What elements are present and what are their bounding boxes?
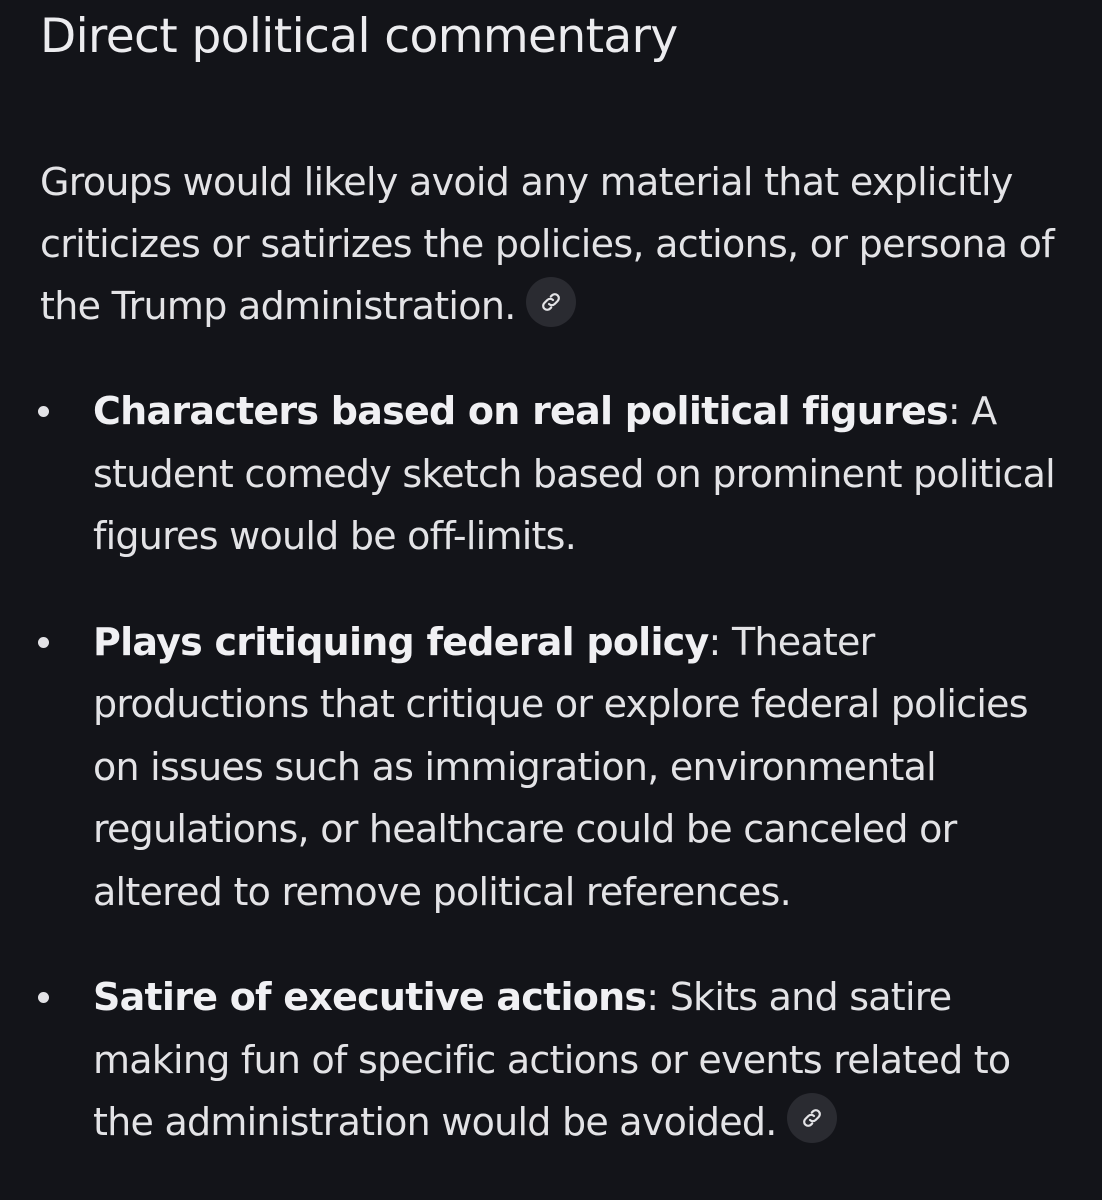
bullet-separator: :	[947, 389, 972, 433]
list-item	[0, 966, 1102, 1154]
bullet-term: Satire of executive actions	[93, 975, 647, 1019]
bullet-text: A student comedy sketch based on prominent political figures would be off-limits.	[93, 389, 1055, 558]
link-icon	[539, 290, 563, 314]
source-link-button[interactable]	[787, 1093, 837, 1143]
bullet-text: Skits and satire making fun of specific actions or events related to the administration would be avoided.	[93, 975, 1011, 1144]
bullet-separator: :	[708, 619, 732, 664]
link-icon	[800, 1106, 824, 1130]
bullet-dot	[38, 637, 49, 648]
intro-paragraph	[40, 151, 1070, 337]
bullet-text: Theater productions that critique or explore federal policies on issues such as immigration, environmental regulations, or healthcare could be canceled or altered to remove political references.	[93, 619, 1028, 914]
list-item	[0, 611, 1102, 924]
bullet-dot	[38, 406, 49, 417]
bullet-dot	[38, 992, 49, 1003]
list-item	[0, 380, 1102, 568]
bullet-term: Plays critiquing federal policy	[93, 619, 709, 664]
bullet-separator: :	[646, 975, 670, 1019]
source-link-button[interactable]	[526, 277, 576, 327]
bullet-term: Characters based on real political figures	[93, 389, 948, 433]
section-title: Direct political commentary	[40, 9, 678, 64]
bullet-list	[0, 380, 1102, 1197]
intro-text: Groups would likely avoid any material that explicitly criticizes or satirizes the policies, actions, or persona of the Trump administration.	[40, 160, 1054, 328]
